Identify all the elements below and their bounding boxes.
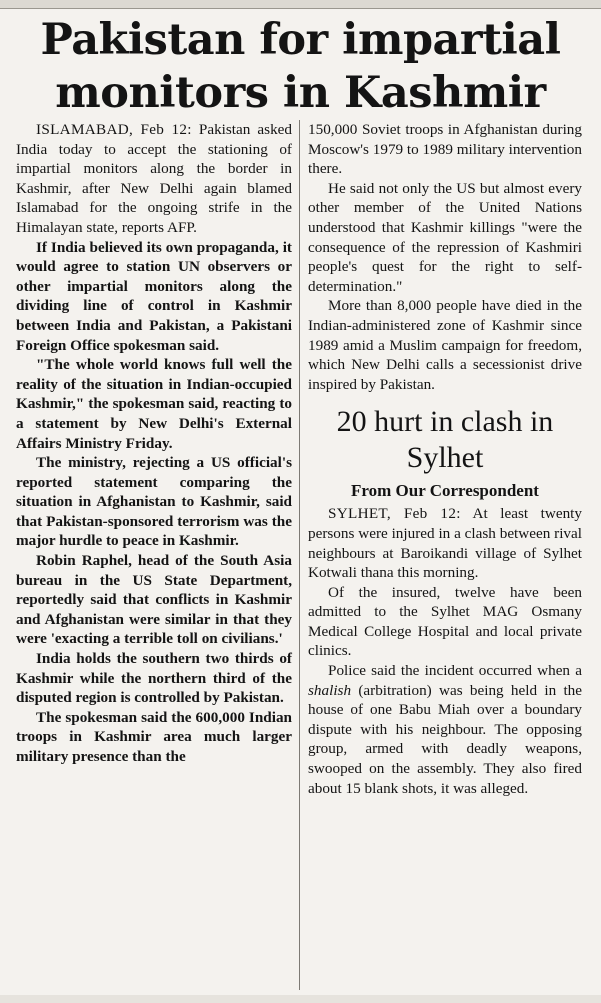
article-paragraph-7: The spokesman said the 600,000 Indian troops in Kashmir area much larger military presence than the: [16, 708, 292, 765]
sidebar-paragraph-1: [308, 504, 582, 582]
right-column: [308, 120, 582, 798]
dateline: ISLAMABAD, Feb 12:: [36, 121, 192, 138]
sidebar-paragraph-3: [308, 661, 582, 798]
article-paragraph-7-continued: 150,000 Soviet troops in Afghanistan during Moscow's 1979 to 1989 military intervention there.: [308, 121, 582, 178]
left-column: [16, 120, 292, 767]
sidebar-dateline: SYLHET, Feb 12:: [328, 505, 461, 523]
paragraph-text: Pakistan asked India today to accept the stationing of impartial monitors along the border in Kashmir, after New Delhi again blamed Islamabad for the ongoing strife in the Himalayan state, reports AFP.: [16, 121, 293, 236]
sidebar-headline: 20 hurt in clash in Sylhet: [336, 405, 554, 475]
main-headline: [14, 14, 587, 120]
paragraph-text: Police said the incident occurred when a: [328, 662, 582, 680]
italic-term: shalish: [308, 681, 352, 699]
column-rule: [299, 120, 300, 990]
article-paragraph-6: India holds the southern two thirds of Kashmir while the northern third of the disputed region is controlled by Pakistan.: [16, 650, 292, 707]
article-paragraph-1: [16, 120, 292, 238]
paragraph-text: At least twenty persons were injured in a clash between rival neighbours at Baroikandi village of Sylhet Kotwali thana this morning.: [308, 505, 582, 582]
page-bottom-edge: [0, 995, 601, 1003]
article-paragraph-4: The ministry, rejecting a US official's reported statement comparing the situation in Afghanistan to Kashmir, said that Pakistan-sponsored terrorism was the major hurdle to peace in Kashmir.: [16, 454, 292, 550]
headline-line-2: monitors in Kashmir: [55, 68, 546, 118]
article-paragraph-5: Robin Raphel, head of the South Asia bureau in the US State Department, reportedly said that conflicts in Kashmir and Afghanistan were similar in that they were 'exacting a terrible toll on civilians.': [16, 552, 292, 648]
headline-line-1: Pakistan for impartial: [40, 15, 561, 65]
article-paragraph-8: He said not only the US but almost every other member of the United Nations understood that Kashmir killings "were the consequence of the repression of Kashmiri people's quest for the right to self-determination.": [308, 179, 582, 295]
article-paragraph-2: If India believed its own propaganda, it would agree to station UN observers or other impartial monitors along the dividing line of control in Kashmir between India and Pakistan, a Pakistani Foreign Office spokesman said.: [16, 238, 292, 354]
article-paragraph-3: "The whole world knows full well the reality of the situation in Indian-occupied Kashmir," the spokesman said, reacting to a statement by New Delhi's External Affairs Ministry Friday.: [16, 356, 292, 452]
sidebar-byline: From Our Correspondent: [351, 481, 539, 501]
article-paragraph-9: More than 8,000 people have died in the Indian-administered zone of Kashmir since 1989 amid a Muslim campaign for freedom, which New Delhi calls a secessionist drive inspired by Pakistan.: [308, 297, 582, 393]
sidebar-paragraph-2: Of the insured, twelve have been admitted to the Sylhet MAG Osmany Medical College Hospital and local private clinics.: [308, 583, 582, 660]
paragraph-text: (arbitration) was being held in the house of one Babu Miah over a boundary dispute with his neighbour. The opposing group, armed with deadly weapons, swooped on the assembly. They also fired about 15 blank shots, it was alleged.: [308, 681, 583, 797]
page-top-strip: [0, 0, 601, 9]
